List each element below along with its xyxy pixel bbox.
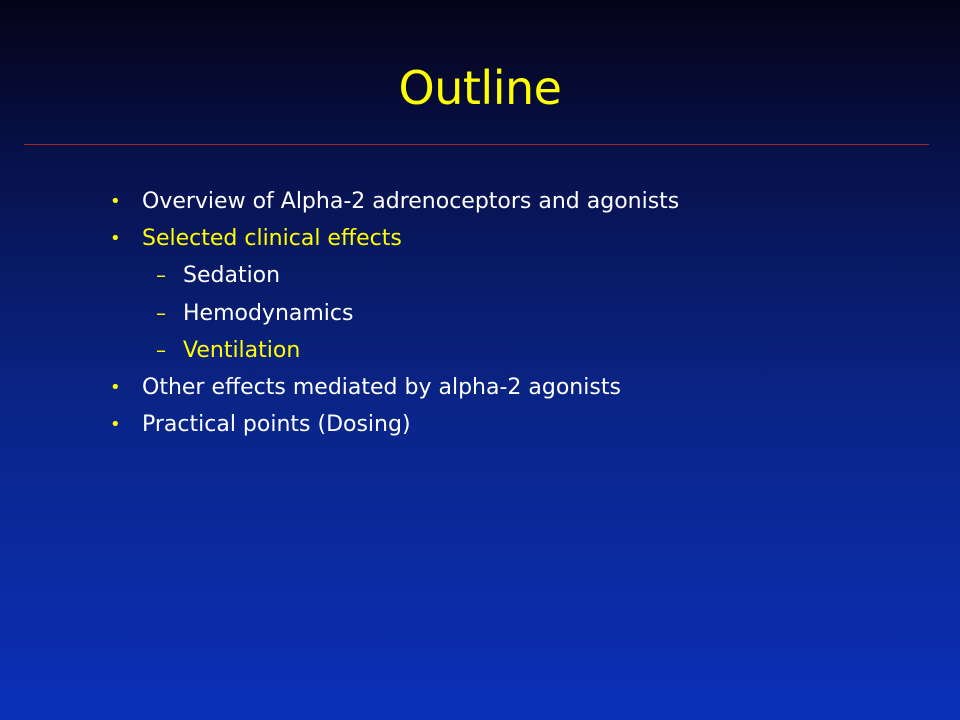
- list-item-text: Practical points (Dosing): [142, 412, 411, 438]
- dash-icon: –: [156, 300, 166, 325]
- bullet-icon: •: [110, 191, 121, 212]
- bullet-icon: •: [110, 228, 121, 250]
- dash-icon: –: [156, 337, 166, 362]
- sub-list-item-text: Hemodynamics: [183, 300, 354, 326]
- title-divider: [24, 144, 929, 145]
- list-item-text: Overview of Alpha-2 adrenoceptors and agonists: [142, 189, 680, 214]
- bullet-icon: •: [110, 376, 121, 398]
- sub-list-item-text: Ventilation: [183, 337, 301, 363]
- list-item-text: Other effects mediated by alpha-2 agonists: [142, 374, 621, 400]
- sub-list-item-text: Sedation: [183, 263, 281, 289]
- slide-title: Outline: [398, 61, 562, 115]
- list-item-text: Selected clinical effects: [142, 226, 402, 252]
- dash-icon: –: [156, 263, 166, 288]
- bullet-icon: •: [110, 414, 121, 436]
